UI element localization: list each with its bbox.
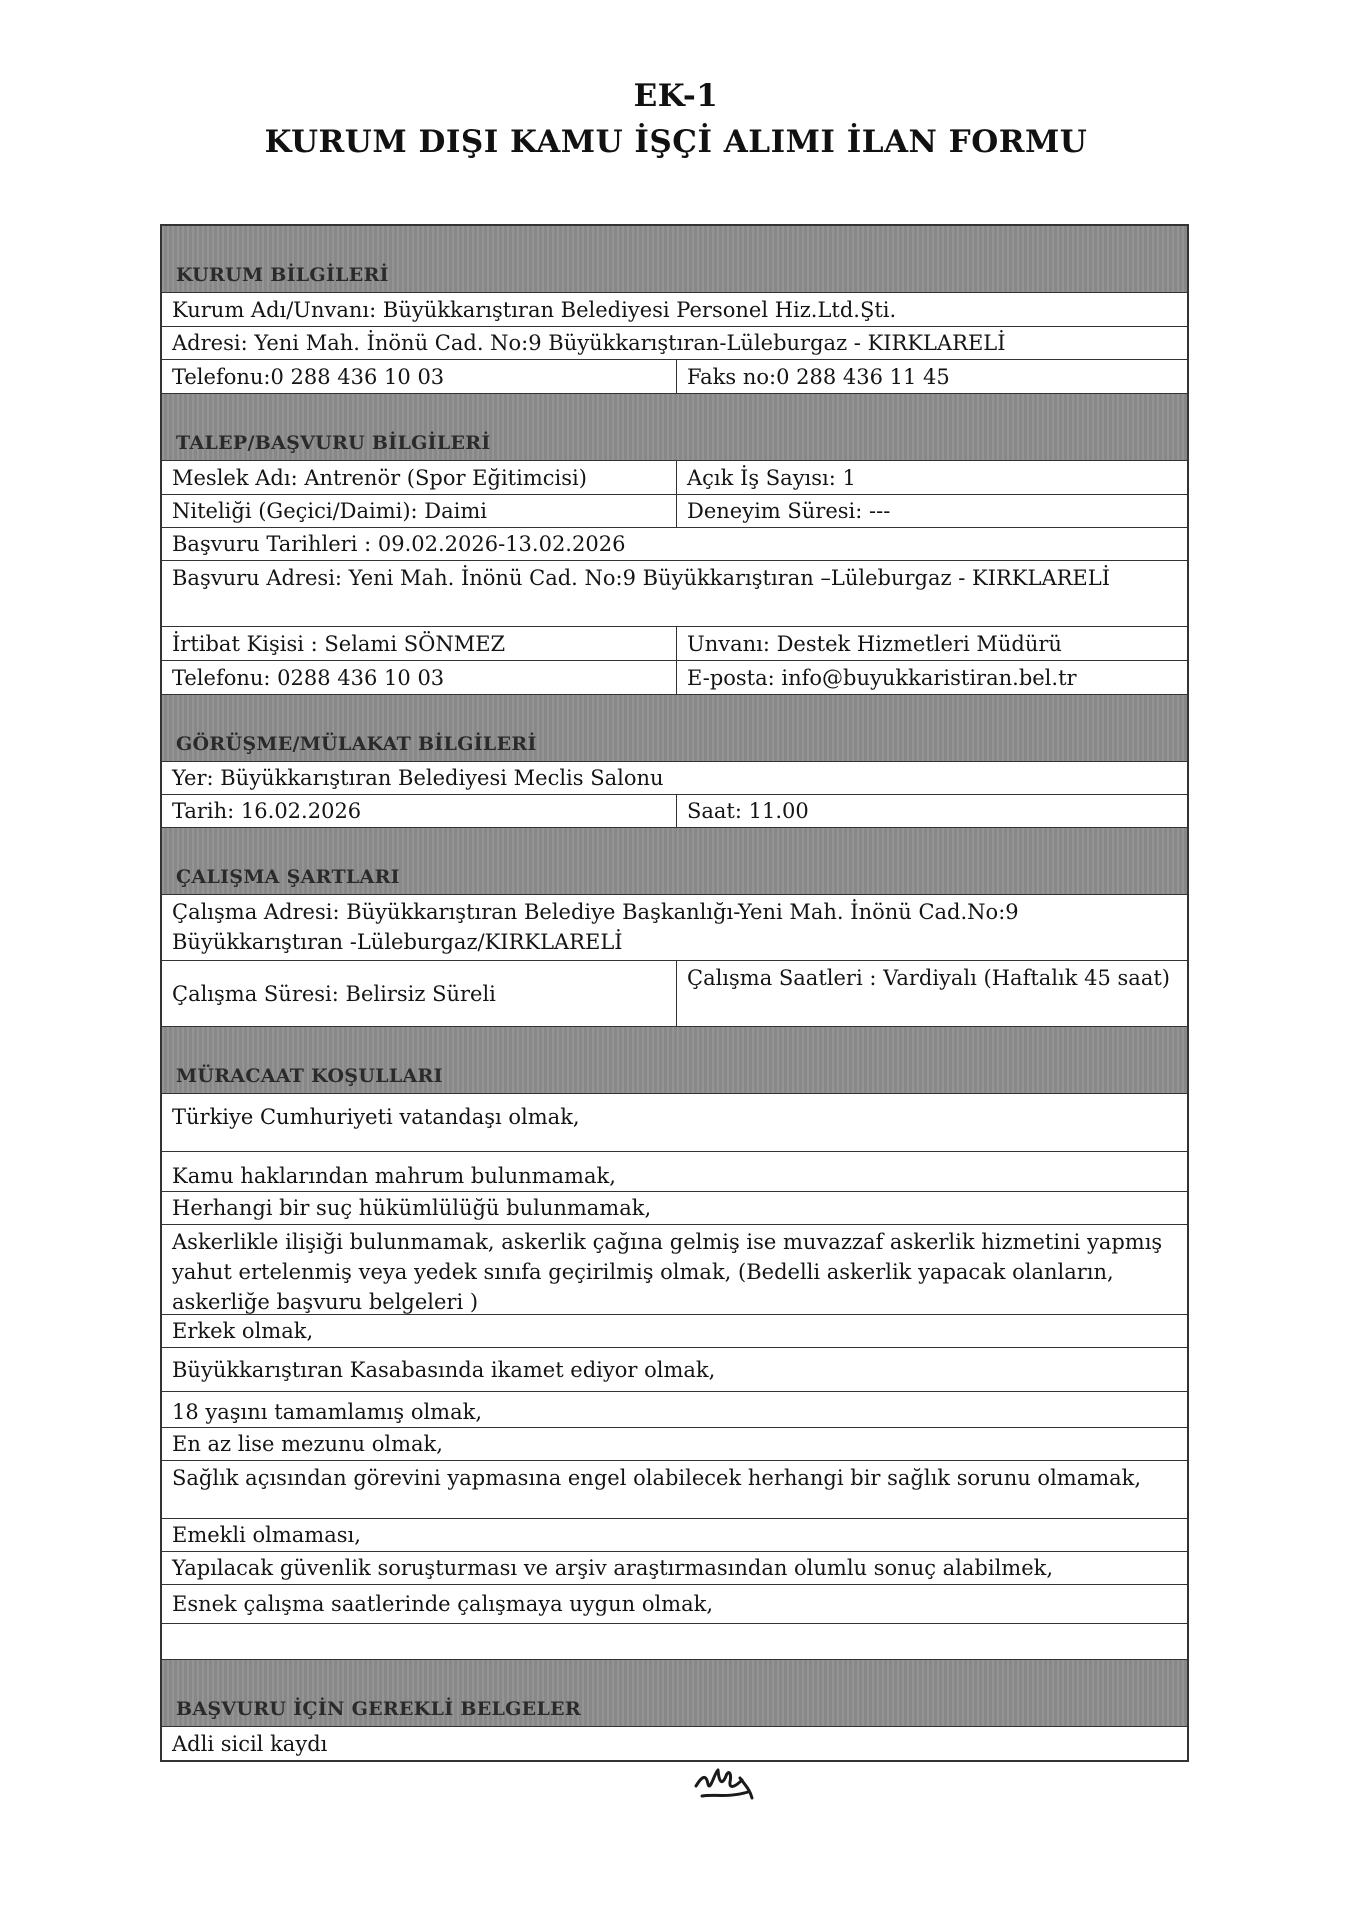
condition-text: Esnek çalışma saatlerinde çalışmaya uygun olmak, <box>172 1592 714 1616</box>
table-row <box>162 795 1187 828</box>
contact-email: E-posta: info@buyukkaristiran.bel.tr <box>687 665 1077 690</box>
condition-text: Büyükkarıştıran Kasabasında ikamet ediyor olmak, <box>172 1357 716 1382</box>
table-row <box>162 627 1187 661</box>
list-item <box>162 1225 1187 1315</box>
occupation-name: Meslek Adı: Antrenör (Spor Eğitimcisi) <box>162 461 677 494</box>
section-header-kurum <box>162 226 1187 293</box>
section-title: GÖRÜŞME/MÜLAKAT BİLGİLERİ <box>176 733 537 755</box>
interview-location: Yer: Büyükkarıştıran Belediyesi Meclis Salonu <box>172 766 664 790</box>
table-row <box>162 661 1187 695</box>
contact-phone: Telefonu: 0288 436 10 03 <box>162 661 677 694</box>
condition-text: Emekli olmaması, <box>172 1523 361 1547</box>
work-address: Çalışma Adresi: Büyükkarıştıran Belediye Başkanlığı-Yeni Mah. İnönü Cad.No:9 Büyükkarıştıran -Lüleburgaz/KIRKLARELİ <box>172 900 1019 954</box>
list-item <box>162 1315 1187 1348</box>
list-item <box>162 1192 1187 1225</box>
institution-phone: Telefonu:0 288 436 10 03 <box>162 360 677 393</box>
list-item <box>162 1585 1187 1624</box>
table-row <box>162 461 1187 495</box>
condition-text: Erkek olmak, <box>172 1319 314 1343</box>
institution-name: Kurum Adı/Unvanı: Büyükkarıştıran Belediyesi Personel Hiz.Ltd.Şti. <box>172 297 897 322</box>
institution-fax: Faks no:0 288 436 11 45 <box>687 364 950 389</box>
section-title: BAŞVURU İÇİN GEREKLİ BELGELER <box>176 1698 581 1720</box>
experience-duration: Deneyim Süresi: --- <box>687 499 891 523</box>
condition-text: Sağlık açısından görevini yapmasına engel olabilecek herhangi bir sağlık sorunu olmamak, <box>172 1466 1142 1490</box>
announcement-form-table <box>160 224 1189 1762</box>
work-duration: Çalışma Süresi: Belirsiz Süreli <box>162 961 677 1026</box>
form-title: KURUM DIŞI KAMU İŞÇİ ALIMI İLAN FORMU <box>264 124 1088 160</box>
section-header-gorusme <box>162 695 1187 762</box>
section-title: MÜRACAAT KOŞULLARI <box>176 1065 443 1087</box>
open-positions: Açık İş Sayısı: 1 <box>687 465 856 490</box>
list-item <box>162 1348 1187 1392</box>
table-row <box>162 293 1187 327</box>
list-item <box>162 1552 1187 1585</box>
table-row <box>162 495 1187 528</box>
condition-text: Türkiye Cumhuriyeti vatandaşı olmak, <box>172 1105 580 1129</box>
required-document: Adli sicil kaydı <box>172 1731 328 1756</box>
list-item <box>162 1428 1187 1461</box>
condition-text: Yapılacak güvenlik soruşturması ve arşiv araştırmasından olumlu sonuç alabilmek, <box>172 1556 1054 1580</box>
empty-cell <box>162 1624 1187 1659</box>
list-item <box>162 1152 1187 1192</box>
table-row <box>162 762 1187 795</box>
condition-text: 18 yaşını tamamlamış olmak, <box>172 1400 483 1424</box>
section-header-calisma <box>162 828 1187 895</box>
list-item <box>162 1461 1187 1519</box>
list-item <box>162 1392 1187 1428</box>
application-dates: Başvuru Tarihleri : 09.02.2026-13.02.2026 <box>172 532 626 556</box>
interview-date: Tarih: 16.02.2026 <box>162 795 677 827</box>
section-title: KURUM BİLGİLERİ <box>176 264 389 286</box>
table-row <box>162 895 1187 961</box>
table-row <box>162 528 1187 561</box>
contact-title: Unvanı: Destek Hizmetleri Müdürü <box>687 631 1062 656</box>
table-row <box>162 327 1187 360</box>
list-item-empty <box>162 1624 1187 1660</box>
table-row <box>162 961 1187 1027</box>
section-header-belgeler <box>162 1660 1187 1727</box>
signature-icon <box>688 1756 758 1811</box>
condition-text: Kamu haklarından mahrum bulunmamak, <box>172 1164 616 1188</box>
condition-text: Herhangi bir suç hükümlülüğü bulunmamak, <box>172 1196 652 1220</box>
section-title: ÇALIŞMA ŞARTLARI <box>176 866 400 888</box>
list-item <box>162 1519 1187 1552</box>
section-header-talep <box>162 394 1187 461</box>
section-title: TALEP/BAŞVURU BİLGİLERİ <box>176 432 491 454</box>
position-type: Niteliği (Geçici/Daimi): Daimi <box>162 495 677 527</box>
condition-text: En az lise mezunu olmak, <box>172 1432 443 1456</box>
table-row <box>162 360 1187 394</box>
work-hours: Çalışma Saatleri : Vardiyalı (Haftalık 45 saat) <box>687 966 1170 990</box>
table-row <box>162 561 1187 627</box>
institution-address: Adresi: Yeni Mah. İnönü Cad. No:9 Büyükkarıştıran-Lüleburgaz - KIRKLARELİ <box>172 331 1006 355</box>
condition-text: Askerlikle ilişiği bulunmamak, askerlik çağına gelmiş ise muvazzaf askerlik hizmetini yapmış yahut ertelenmiş veya yedek sınıfa geçirilmiş olmak, (Bedelli askerlik yapacak olanların, askerliğe başvuru belgeleri ) <box>172 1230 1163 1314</box>
contact-person: İrtibat Kişisi : Selami SÖNMEZ <box>162 627 677 660</box>
list-item <box>162 1094 1187 1152</box>
form-code-title: EK-1 <box>633 78 719 114</box>
section-header-muracaat <box>162 1027 1187 1094</box>
list-item <box>162 1727 1187 1760</box>
interview-time: Saat: 11.00 <box>687 799 809 823</box>
application-address: Başvuru Adresi: Yeni Mah. İnönü Cad. No:9 Büyükkarıştıran –Lüleburgaz - KIRKLARELİ <box>172 566 1110 590</box>
